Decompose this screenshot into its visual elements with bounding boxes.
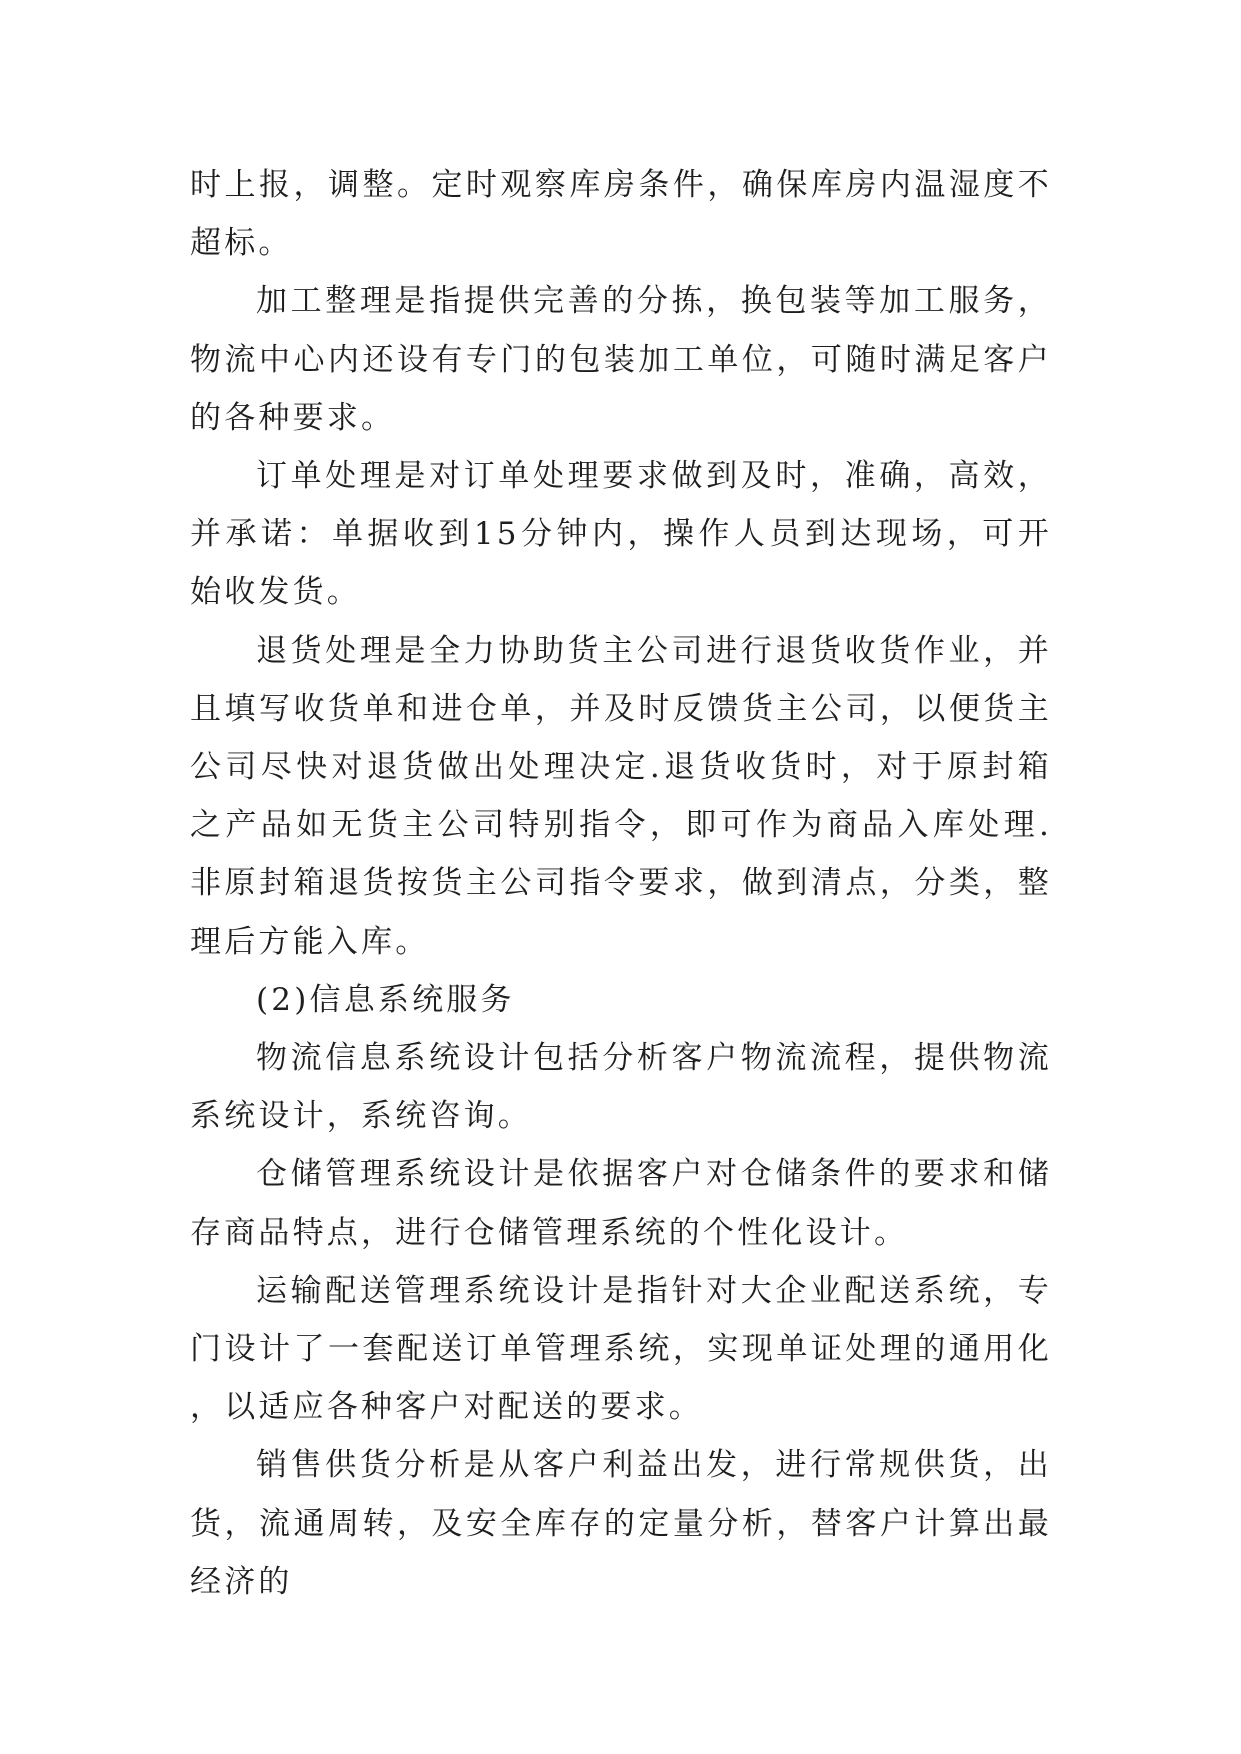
paragraph-returns: 退货处理是全力协助货主公司进行退货收货作业，并且填写收货单和进仓单，并及时反馈货主公司，以便货主公司尽快对退货做出处理决定.退货收货时，对于原封箱之产品如无货主公司特别指令，即可作为商品入库处理.非原封箱退货按货主公司指令要求，做到清点，分类，整理后方能入库。 bbox=[190, 632, 1052, 960]
paragraph-order-handling: 订单处理是对订单处理要求做到及时，准确，高效，并承诺：单据收到15分钟内，操作人员到达现场，可开始收发货。 bbox=[190, 458, 1052, 611]
paragraph-logistics-system-design: 物流信息系统设计包括分析客户物流流程，提供物流系统设计，系统咨询。 bbox=[190, 1040, 1052, 1135]
paragraph-processing: 加工整理是指提供完善的分拣，换包装等加工服务，物流中心内还设有专门的包装加工单位，可随时满足客户的各种要求。 bbox=[190, 283, 1052, 436]
paragraph-distribution-system-design: 运输配送管理系统设计是指针对大企业配送系统，专门设计了一套配送订单管理系统，实现单证处理的通用化，以适应各种客户对配送的要求。 bbox=[190, 1272, 1052, 1426]
paragraph-sales-supply-analysis: 销售供货分析是从客户利益出发，进行常规供货，出货，流通周转，及安全库存的定量分析，替客户计算出最经济的 bbox=[190, 1447, 1052, 1600]
section-heading-information-system: (2)信息系统服务 bbox=[256, 981, 515, 1018]
paragraph-warehouse-system-design: 仓储管理系统设计是依据客户对仓储条件的要求和储存商品特点，进行仓储管理系统的个性化设计。 bbox=[190, 1156, 1052, 1251]
body-text bbox=[190, 156, 1052, 1611]
paragraph-storage-continued: 时上报，调整。定时观察库房条件，确保库房内温湿度不超标。 bbox=[190, 167, 1052, 262]
